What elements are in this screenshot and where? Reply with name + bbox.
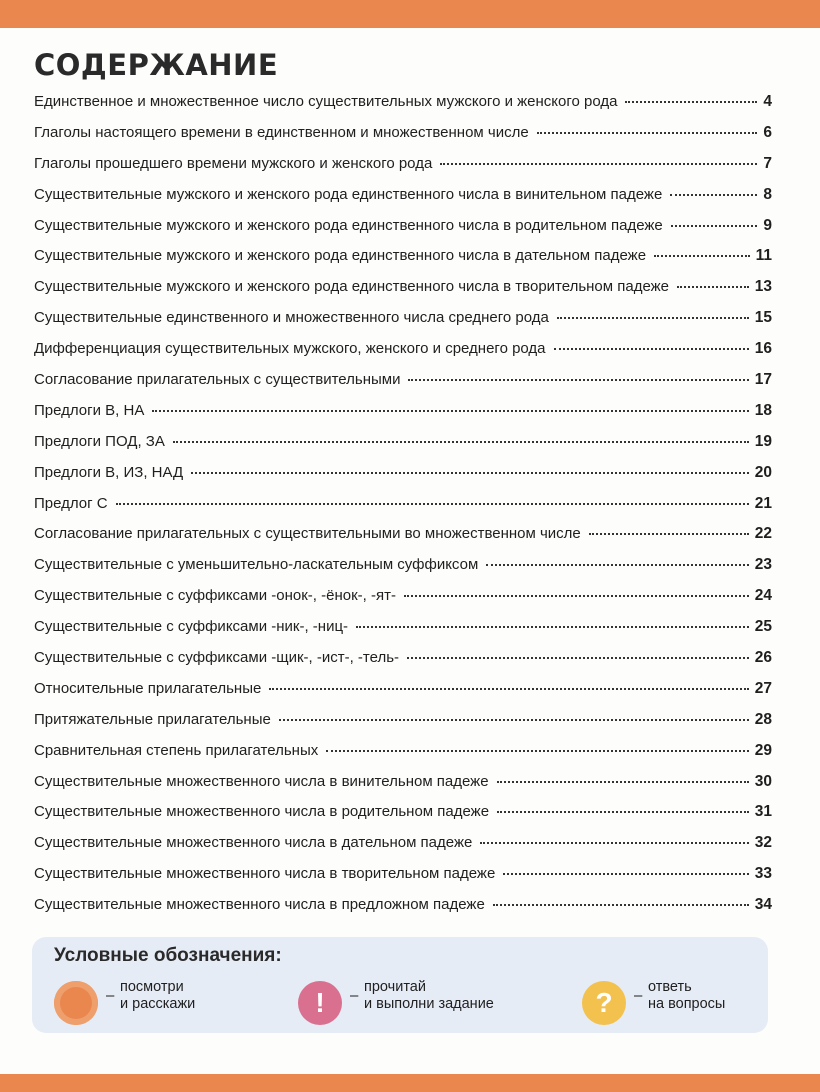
toc-dot-leader: [625, 100, 757, 103]
toc-entry-page: 4: [763, 93, 772, 110]
toc-entry: [34, 890, 772, 921]
toc-entry-title: Предлоги В, НА: [34, 401, 145, 419]
legend-item-look: [54, 977, 254, 1023]
legend-heading: Условные обозначения:: [54, 945, 282, 966]
toc-entry-page: 27: [754, 679, 772, 697]
toc-dot-leader: [279, 718, 749, 721]
exclamation-icon: !: [298, 981, 342, 1025]
toc-dot-leader: [497, 780, 749, 783]
toc-entry: [34, 550, 772, 581]
toc-entry-page: 24: [754, 587, 772, 605]
toc-entry: [34, 303, 772, 334]
legend-item-answer: [582, 977, 752, 1023]
bottom-border: [0, 1074, 820, 1092]
toc-entry: [34, 828, 772, 859]
toc-entry-page: 33: [754, 865, 772, 883]
toc-dot-leader: [671, 224, 758, 227]
toc-entry: [34, 859, 772, 890]
toc-entry-title: Относительные прилагательные: [34, 679, 262, 697]
toc-entry-page: 32: [754, 834, 772, 852]
toc-entry-page: 11: [755, 247, 772, 265]
toc-entry-title: Существительные множественного числа в родительном падеже: [34, 803, 490, 821]
toc-entry-page: 22: [754, 525, 772, 543]
toc-entry: [34, 519, 772, 550]
toc-entry-page: 16: [754, 340, 772, 358]
toc-dot-leader: [670, 193, 757, 196]
toc-dot-leader: [554, 347, 749, 350]
legend-text-line: прочитай: [364, 979, 426, 995]
toc-entry-page: 25: [754, 618, 772, 636]
legend-text-line: на вопросы: [648, 996, 726, 1012]
toc-entry-title: Предлог С: [34, 494, 108, 512]
toc-entry: [34, 118, 772, 149]
toc-entry-title: Согласование прилагательных с существительными: [34, 371, 401, 389]
toc-entry-title: Предлоги ПОД, ЗА: [34, 432, 165, 450]
toc-entry-page: 7: [763, 154, 772, 172]
toc-entry: [34, 581, 772, 612]
toc-entry-title: Сравнительная степень прилагательных: [34, 741, 319, 759]
toc-entry-page: 19: [754, 432, 772, 450]
toc-entry-page: 23: [754, 556, 772, 574]
toc-dot-leader: [486, 563, 748, 566]
toc-dot-leader: [557, 316, 749, 319]
question-icon: ?: [582, 981, 626, 1025]
toc-dot-leader: [116, 502, 749, 505]
toc-entry-page: 34: [754, 896, 772, 914]
toc-entry-title: Существительные множественного числа в дательном падеже: [34, 834, 473, 852]
toc-entry-page: 15: [754, 309, 772, 327]
toc-entry-title: Единственное и множественное число существительных мужского и женского рода: [34, 93, 618, 110]
legend-panel: [32, 937, 768, 1033]
toc-entry: [34, 211, 772, 242]
toc-dot-leader: [503, 872, 748, 875]
top-border: [0, 0, 820, 28]
toc-entry: [34, 149, 772, 180]
toc-entry: [34, 489, 772, 520]
toc-entry-title: Притяжательные прилагательные: [34, 710, 271, 728]
toc-entry-title: Существительные мужского и женского рода единственного числа в дательном падеже: [34, 247, 647, 265]
toc-entry-page: 18: [754, 401, 772, 419]
toc-entry: [34, 705, 772, 736]
legend-dash: –: [106, 987, 115, 1004]
toc-entry-page: 9: [763, 216, 772, 234]
toc-entry-page: 21: [754, 494, 772, 512]
toc-entry: [34, 396, 772, 427]
toc-dot-leader: [537, 131, 758, 134]
toc-entry: [34, 427, 772, 458]
toc-dot-leader: [326, 749, 749, 752]
toc-dot-leader: [654, 254, 750, 257]
toc-entry-page: 8: [763, 185, 772, 203]
toc-entry: [34, 87, 772, 118]
toc-entry-title: Глаголы настоящего времени в единственном и множественном числе: [34, 123, 529, 141]
toc-entry: [34, 797, 772, 828]
legend-dash: –: [350, 987, 359, 1004]
toc-entry-page: 26: [754, 649, 772, 667]
toc-entry-title: Согласование прилагательных с существительными во множественном числе: [34, 525, 581, 543]
toc-entry-page: 6: [763, 123, 772, 141]
orange-circle-icon: [54, 981, 98, 1025]
legend-text-line: посмотри: [120, 979, 184, 995]
legend-text-line: ответь: [648, 979, 692, 995]
toc-dot-leader: [480, 841, 748, 844]
toc-dot-leader: [407, 656, 749, 659]
toc-dot-leader: [589, 532, 749, 535]
toc-entry-title: Существительные с суффиксами -ник-, -ниц-: [34, 618, 349, 636]
toc-entry: [34, 458, 772, 489]
toc-dot-leader: [497, 810, 749, 813]
toc-entry-title: Предлоги В, ИЗ, НАД: [34, 463, 184, 481]
toc-entry-title: Существительные мужского и женского рода единственного числа в винительном падеже: [34, 185, 663, 203]
toc-dot-leader: [677, 285, 749, 288]
toc-entry: [34, 272, 772, 303]
toc-entry-page: 13: [754, 278, 772, 296]
toc-entry: [34, 736, 772, 767]
toc-entry-page: 31: [754, 803, 772, 821]
toc-entry: [34, 767, 772, 798]
toc-dot-leader: [493, 903, 749, 906]
toc-entry-title: Существительные мужского и женского рода единственного числа в родительном падеже: [34, 216, 663, 234]
toc-entry-page: 29: [754, 741, 772, 759]
toc-dot-leader: [269, 687, 748, 690]
toc-dot-leader: [152, 409, 748, 412]
legend-item-read: [298, 977, 538, 1023]
toc-entry: [34, 365, 772, 396]
toc-entry: [34, 180, 772, 211]
toc-entry: [34, 241, 772, 272]
toc-dot-leader: [408, 378, 748, 381]
toc-entry: [34, 334, 772, 365]
toc-entry-page: 17: [754, 371, 772, 389]
toc-dot-leader: [440, 162, 757, 165]
toc-entry-title: Глаголы прошедшего времени мужского и женского рода: [34, 154, 433, 172]
toc-entry-title: Существительные мужского и женского рода единственного числа в творительном падеже: [34, 278, 670, 296]
toc-entry: [34, 674, 772, 705]
toc-dot-leader: [191, 471, 749, 474]
toc-entry: [34, 612, 772, 643]
page-title: СОДЕРЖАНИЕ: [34, 48, 279, 82]
toc-dot-leader: [173, 440, 749, 443]
legend-text-line: и расскажи: [120, 996, 196, 1012]
toc-dot-leader: [404, 594, 749, 597]
table-of-contents: [34, 87, 772, 921]
legend-text-line: и выполни задание: [364, 996, 494, 1012]
toc-entry-title: Существительные с суффиксами -щик-, -ист-, -тель-: [34, 649, 400, 667]
toc-entry-page: 20: [754, 463, 772, 481]
toc-entry-title: Существительные с уменьшительно-ласкательным суффиксом: [34, 556, 479, 574]
toc-entry-title: Дифференциация существительных мужского, женского и среднего рода: [34, 340, 546, 358]
toc-entry-title: Существительные множественного числа в предложном падеже: [34, 896, 485, 914]
toc-entry-title: Существительные единственного и множественного числа среднего рода: [34, 309, 549, 327]
toc-entry-page: 28: [754, 710, 772, 728]
toc-dot-leader: [356, 625, 749, 628]
toc-entry-title: Существительные множественного числа в винительном падеже: [34, 772, 489, 790]
legend-dash: –: [634, 987, 643, 1004]
toc-entry-page: 30: [754, 772, 772, 790]
toc-entry-title: Существительные множественного числа в творительном падеже: [34, 865, 496, 883]
toc-entry: [34, 643, 772, 674]
toc-entry-title: Существительные с суффиксами -онок-, -ёнок-, -ят-: [34, 587, 396, 605]
